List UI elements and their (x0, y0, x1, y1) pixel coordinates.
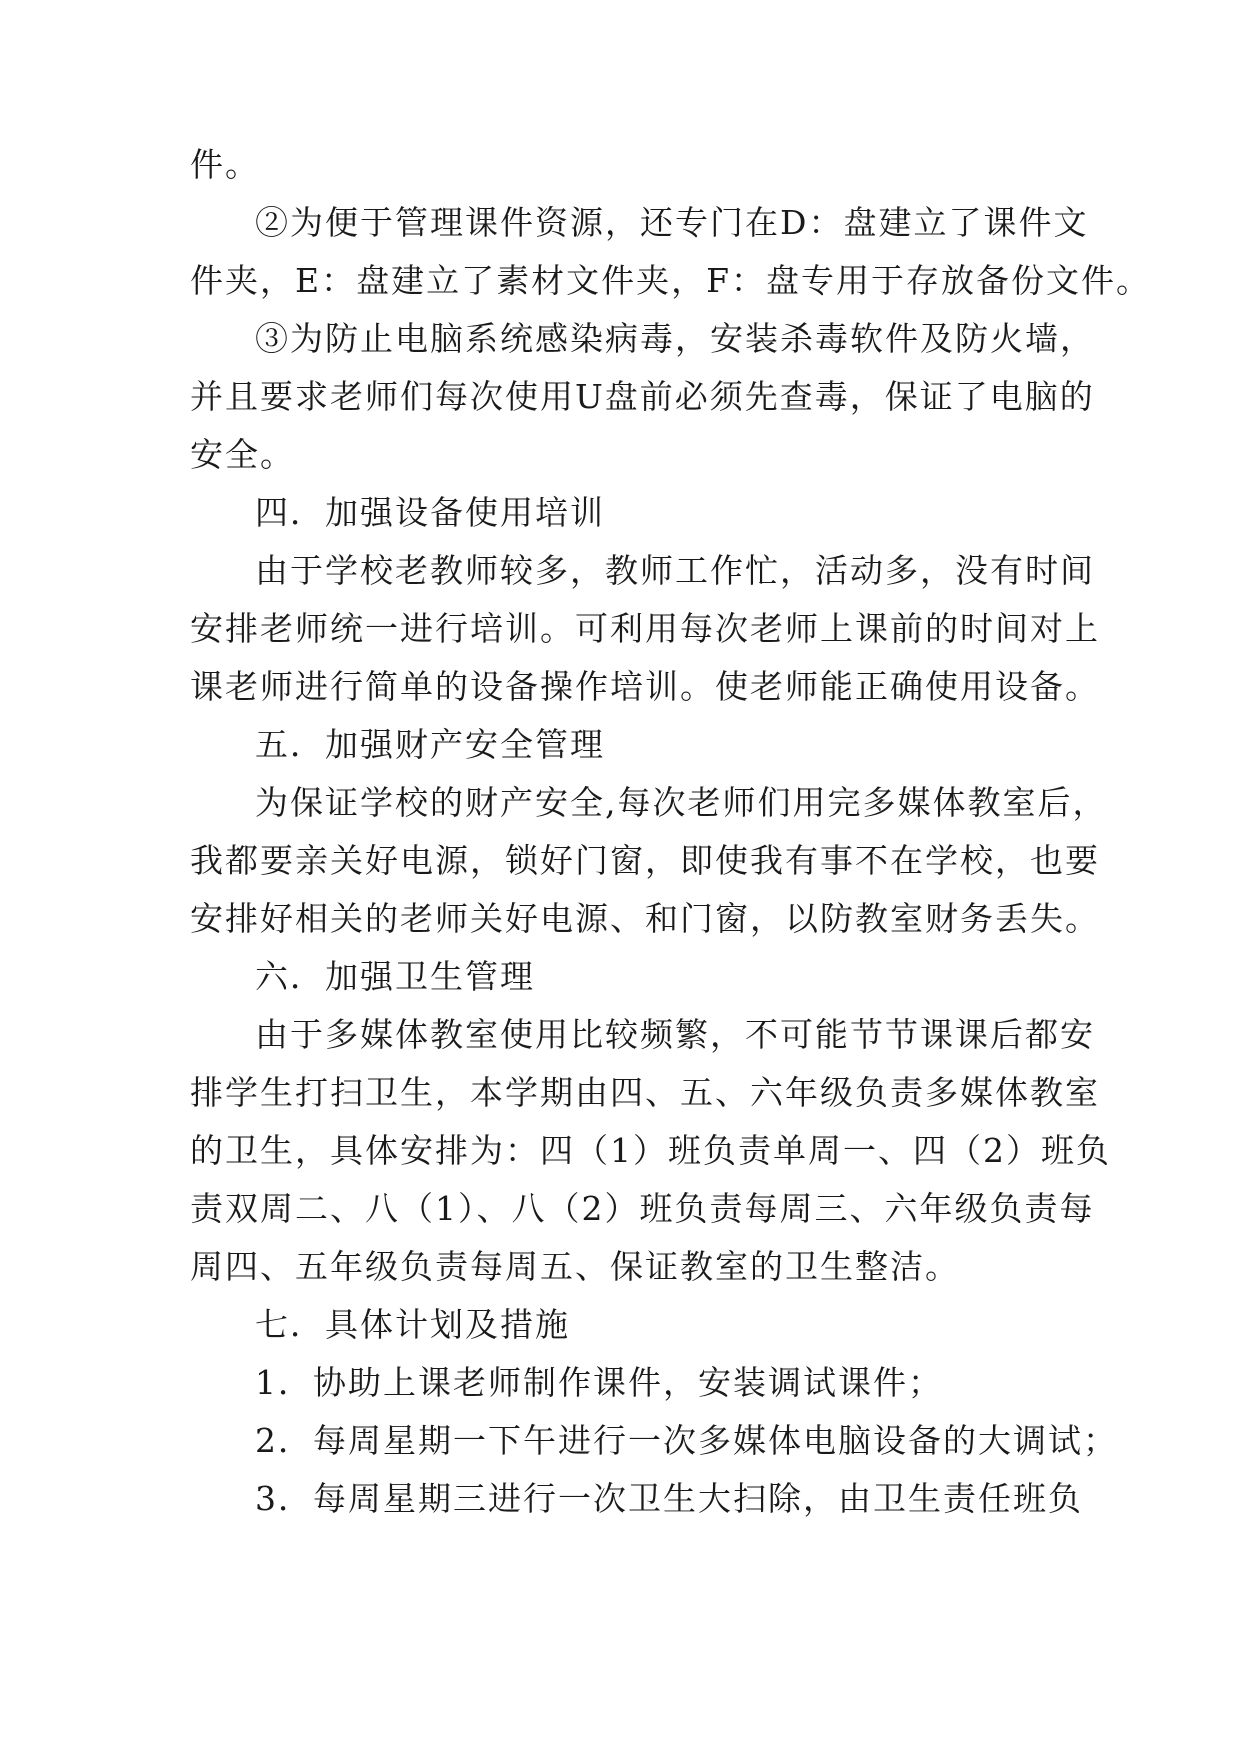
text-line: 安排老师统一进行培训。可利用每次老师上课前的时间对上 (190, 609, 1100, 648)
text-line: 由于学校老教师较多，教师工作忙，活动多，没有时间 (255, 551, 1095, 590)
section-heading: 五．加强财产安全管理 (255, 725, 605, 764)
section-heading: 六．加强卫生管理 (255, 957, 535, 996)
list-item: 1．协助上课老师制作课件，安装调试课件； (255, 1363, 943, 1402)
text-line: 周四、五年级负责每周五、保证教室的卫生整洁。 (190, 1247, 960, 1286)
text-line: 件。 (190, 145, 260, 184)
text-line: 责双周二、八（1）、八（2）班负责每周三、六年级负责每 (190, 1189, 1095, 1228)
text-line: 件夹，E：盘建立了素材文件夹，F：盘专用于存放备份文件。 (190, 261, 1151, 300)
section-heading: 七．具体计划及措施 (255, 1305, 570, 1344)
text-line: ②为便于管理课件资源，还专门在D：盘建立了课件文 (255, 203, 1089, 242)
list-item: 3．每周星期三进行一次卫生大扫除，由卫生责任班负 (255, 1479, 1083, 1518)
text-line: 为保证学校的财产安全,每次老师们用完多媒体教室后， (255, 783, 1108, 822)
text-line: 由于多媒体教室使用比较频繁，不可能节节课课后都安 (255, 1015, 1095, 1054)
text-line: 我都要亲关好电源，锁好门窗，即使我有事不在学校，也要 (190, 841, 1100, 880)
text-line: 排学生打扫卫生，本学期由四、五、六年级负责多媒体教室 (190, 1073, 1100, 1112)
text-line: 安全。 (190, 435, 295, 474)
text-line: 并且要求老师们每次使用U盘前必须先查毒，保证了电脑的 (190, 377, 1095, 416)
section-heading: 四．加强设备使用培训 (255, 493, 605, 532)
text-line: 的卫生，具体安排为：四（1）班负责单周一、四（2）班负 (190, 1131, 1111, 1170)
text-line: 课老师进行简单的设备操作培训。使老师能正确使用设备。 (190, 667, 1100, 706)
text-line: 安排好相关的老师关好电源、和门窗，以防教室财务丢失。 (190, 899, 1100, 938)
list-item: 2．每周星期一下午进行一次多媒体电脑设备的大调试； (255, 1421, 1118, 1460)
text-line: ③为防止电脑系统感染病毒，安装杀毒软件及防火墙， (255, 319, 1095, 358)
